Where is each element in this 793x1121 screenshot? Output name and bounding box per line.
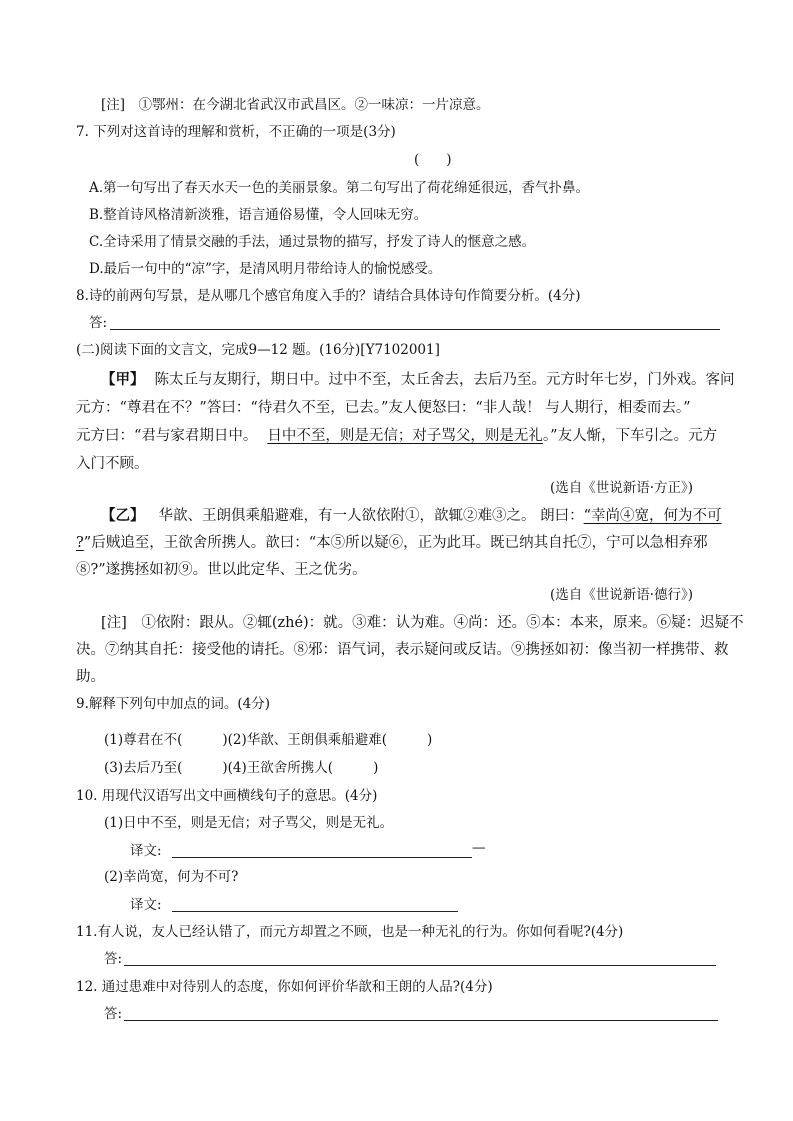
yi-line1	[101, 506, 722, 526]
q9-row1	[104, 730, 432, 750]
q11-stem: 11.有人说，友人已经认错了，而元方却置之不顾，也是一种无礼的行为。你如何看呢?(4分)	[76, 924, 624, 940]
note2-line3: 助。	[76, 669, 105, 685]
jia-line1	[101, 370, 735, 390]
q9-item2: )(2)华歆、王朗俱乘船避难(	[222, 732, 388, 748]
q12-answer-label: 答:	[104, 1006, 123, 1022]
q7-option-a: A.第一句写出了春天水天一色的美丽景象。第二句写出了荷花绵延很远，香气扑鼻。	[89, 180, 590, 196]
q10-stem: 10. 用现代汉语写出文中画横线句子的意思。(4分)	[76, 788, 378, 804]
q9-close-paren: )	[427, 732, 433, 748]
q8-answer-line[interactable]	[110, 329, 720, 330]
q9-item1: (1)尊君在不(	[104, 732, 183, 748]
yi-underlined-sentence-1: “幸尚④宽，何为不可	[583, 508, 722, 524]
q10-translation1-line[interactable]	[172, 857, 472, 858]
yi-source: (选自《世说新语·德行》)	[550, 587, 694, 603]
jia-text-1: 陈太丘与友期行，期日中。过中不至，太丘舍去，去后乃至。元方时年七岁，门外戏。客问	[154, 372, 735, 388]
q7-option-c: C.全诗采用了情景交融的手法，通过景物的描写，抒发了诗人的惬意之感。	[89, 234, 536, 250]
q12-stem: 12. 通过患难中对待别人的态度，你如何评价华歆和王朗的人品?(4分)	[76, 979, 493, 995]
q10-translation1-tail: —	[472, 840, 486, 856]
section2-heading: (二)阅读下面的文言文，完成9—12 题。(16分)[Y7102001]	[76, 342, 440, 358]
q10-translation2-line[interactable]	[172, 911, 458, 912]
yi-text-2b: ”后贼追至，王欲舍所携人。歆曰：“本⑤所以疑⑥，正为此耳。既已纳其自托⑦，宁可以急相弃邪	[83, 535, 708, 551]
jia-text-3b: 。”友人惭，下车引之。元方	[542, 428, 718, 444]
q8-stem: 8.诗的前两句写景，是从哪几个感官角度入手的？请结合具体诗句作简要分析。(4分)	[76, 288, 581, 304]
note2-line1: [注] ①依附：跟从。②辄(zhé)：就。③难：认为难。④尚：还。⑤本：本来，原来。⑥疑：迟疑不	[101, 615, 744, 631]
q11-answer-label: 答:	[104, 951, 123, 967]
q9-item4: )(4)王欲舍所携人(	[222, 760, 334, 776]
q11-answer-line[interactable]	[124, 965, 716, 966]
q7-answer-paren: ( )	[414, 152, 452, 168]
q9-close-paren-2: )	[373, 760, 379, 776]
q7-stem: 7. 下列对这首诗的理解和赏析，不正确的一项是(3分)	[76, 124, 396, 140]
jia-line4: 入门不顾。	[76, 456, 149, 472]
q12-answer-line[interactable]	[124, 1020, 718, 1021]
jia-underlined-sentence: 日中不至，则是无信；对子骂父，则是无礼	[267, 428, 543, 444]
q8-answer-label: 答:	[89, 315, 108, 331]
yi-underlined-sentence-2: ?	[76, 535, 84, 551]
q9-stem: 9.解释下列句中加点的词。(4分)	[76, 696, 271, 712]
yi-text-1a: 华歆、王朗俱乘船避难，有一人欲依附①，歆辄②难③之。 朗曰：	[158, 508, 584, 524]
note2-line2: 决。⑦纳其自托：接受他的请托。⑧邪：语气词，表示疑问或反诘。⑨携拯如初：像当初一样携带、救	[76, 642, 729, 658]
jia-text-3a: 元方曰：“君与家君期日中。	[76, 428, 258, 444]
jia-line3	[76, 426, 717, 446]
note-top: [注] ①鄂州：在今湖北省武汉市武昌区。②一味凉：一片凉意。	[101, 97, 490, 113]
q7-option-d: D.最后一句中的“凉”字，是清风明月带给诗人的愉悦感受。	[89, 261, 442, 277]
q10-translation2-label: 译文:	[130, 897, 162, 913]
q7-option-b: B.整首诗风格清新淡雅，语言通俗易懂，令人回味无穷。	[89, 207, 428, 223]
yi-tag: 【乙】	[101, 507, 145, 524]
q10-translation1-label: 译文:	[130, 843, 162, 859]
q9-item3: (3)去后乃至(	[104, 760, 183, 776]
jia-tag: 【甲】	[101, 371, 145, 388]
q9-row2	[104, 758, 378, 778]
jia-line2: 元方：“尊君在不？”答曰：“待君久不至，已去。”友人便怒曰：“非人哉！ 与人期行，相委而去。”	[76, 400, 691, 416]
jia-source: (选自《世说新语·方正》)	[550, 480, 694, 496]
q10-sentence1: (1)日中不至，则是无信；对子骂父，则是无礼。	[104, 815, 394, 831]
q10-sentence2: (2)幸尚宽，何为不可?	[104, 869, 239, 885]
yi-line3: ⑧?”遂携拯如初⑨。世以此定华、王之优劣。	[76, 562, 367, 578]
yi-line2	[76, 533, 708, 553]
